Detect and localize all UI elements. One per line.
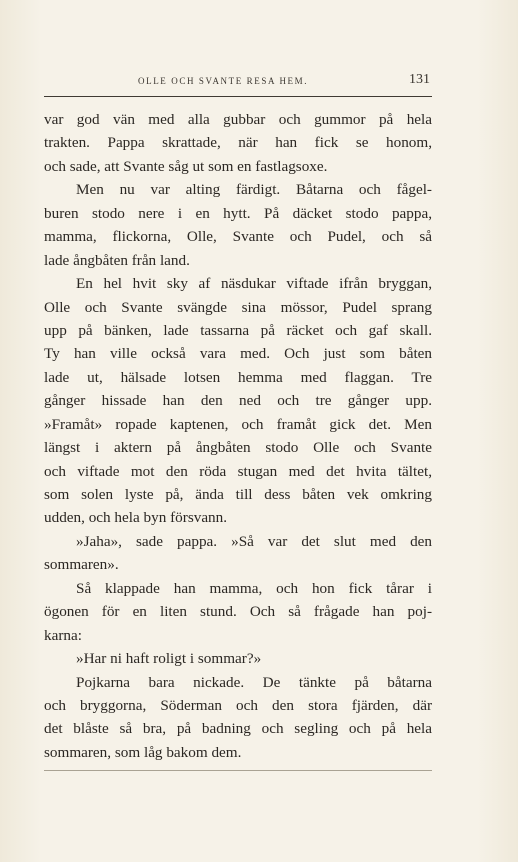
- text-line: det blåste så bra, på badning och segling och på hela: [44, 720, 432, 738]
- page-number: 131: [409, 72, 430, 87]
- text-line: lade ut, hälsade lotsen hemma med flaggan. Tre: [44, 368, 432, 386]
- body-text: [44, 108, 432, 764]
- text-line: »Framåt» ropade kaptenen, och framåt gick det. Men: [44, 415, 432, 433]
- text-line: Men nu var alting färdigt. Båtarna och fågel-: [76, 181, 432, 199]
- text-line: gånger hissade han den ned och tre gånger upp.: [44, 392, 432, 410]
- text-line: »Jaha», sade pappa. »Så var det slut med den: [76, 532, 432, 550]
- text-line: Olle och Svante svängde sina mössor, Pudel sprang: [44, 298, 432, 316]
- text-line: som solen lyste på, ända till dess båten vek omkring: [44, 486, 432, 503]
- text-line: En hel hvit sky af näsdukar viftade ifrån bryggan,: [76, 275, 432, 293]
- text-line: upp på bänken, lade tassarna på räcket och gaf skall.: [44, 321, 432, 339]
- text-line: »Har ni haft roligt i sommar?»: [76, 650, 262, 668]
- text-line: udden, och hela byn försvann.: [44, 509, 228, 527]
- text-line: längst i aktern på ångbåten stodo Olle och Svante: [44, 439, 432, 457]
- text-line: sommaren».: [44, 556, 119, 574]
- text-line: och viftade mot den röda stugan med det hvita tältet,: [44, 462, 432, 480]
- text-line: karna:: [44, 626, 82, 644]
- text-line: var god vän med alla gubbar och gummor på hela: [44, 111, 432, 128]
- text-line: lade ångbåten från land.: [44, 251, 190, 269]
- text-line: sommaren, som låg bakom dem.: [44, 743, 242, 761]
- text-line: Ty han ville också vara med. Och just som båten: [44, 345, 432, 363]
- text-line: mamma, flickorna, Olle, Svante och Pudel, och så: [44, 228, 432, 246]
- text-line: ögonen för en liten stund. Och så frågade han poj-: [44, 603, 432, 621]
- text-line: och bryggorna, Söderman och den stora fjärden, där: [44, 696, 432, 714]
- text-line: buren stodo nere i en hytt. På däcket stodo pappa,: [44, 204, 432, 222]
- bottom-rule: [44, 770, 432, 771]
- header-rule: [44, 96, 432, 97]
- text-line: och sade, att Svante såg ut som en fastlagsoxe.: [44, 157, 328, 175]
- text-line: Pojkarna bara nickade. De tänkte på båtarna: [76, 673, 432, 691]
- text-line: trakten. Pappa skrattade, när han fick se honom,: [44, 134, 432, 152]
- running-head: OLLE OCH SVANTE RESA HEM.: [138, 76, 309, 86]
- text-line: Så klappade han mamma, och hon fick tårar i: [76, 579, 432, 597]
